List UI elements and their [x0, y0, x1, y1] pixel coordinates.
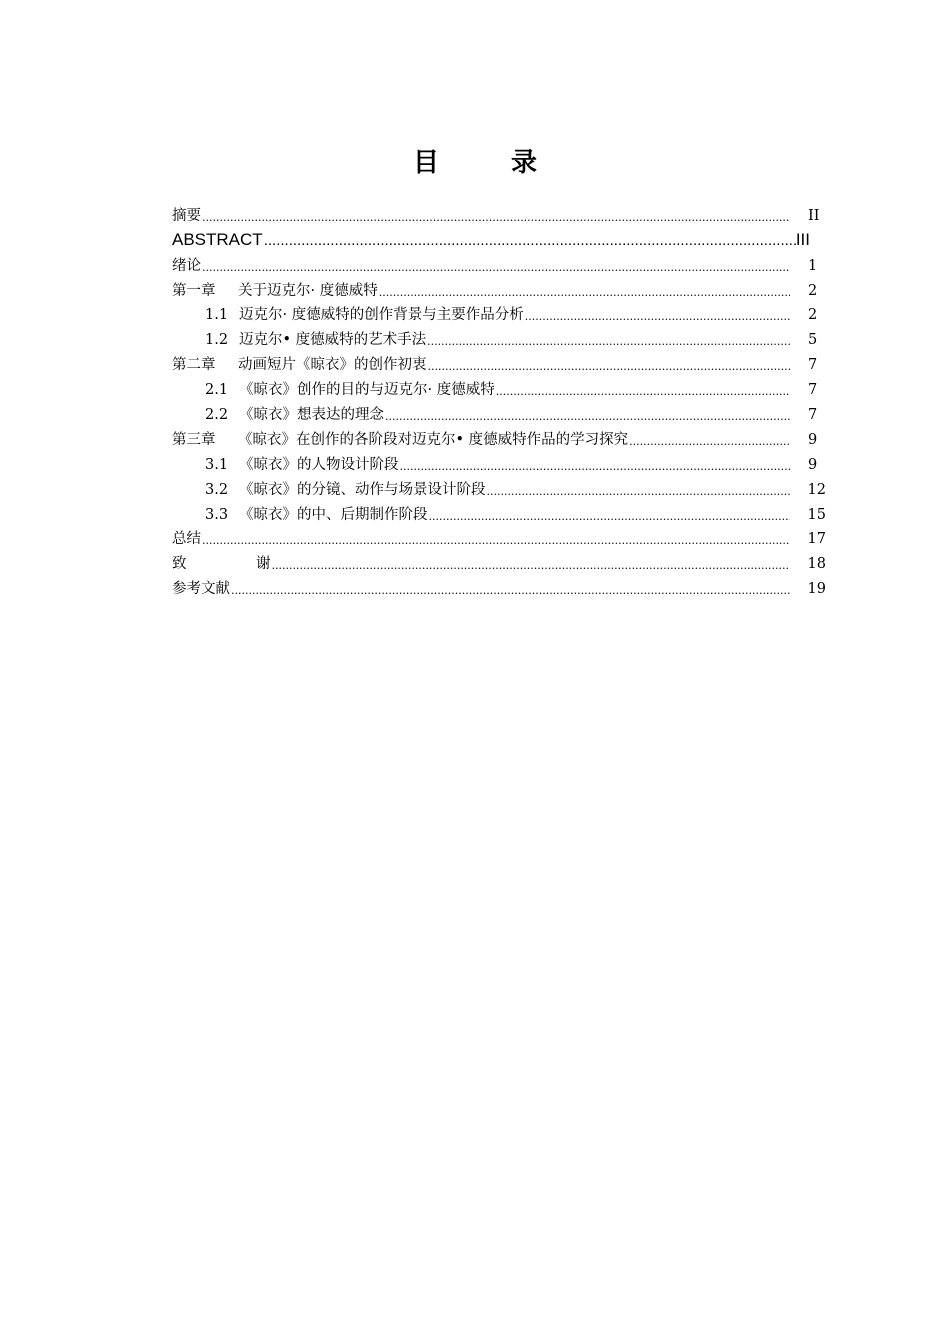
toc-entry-page: 7 [808, 382, 818, 399]
toc-entry-label [172, 331, 427, 349]
toc-entry-label: 参考文献 [172, 581, 230, 598]
toc-entry-label: 总结 [172, 531, 201, 548]
toc-leader-dots [264, 232, 796, 250]
toc-chapter-number: 第三章 [172, 431, 216, 448]
toc-thanks-right: 谢 [256, 556, 271, 573]
toc-leader-dots [428, 360, 791, 374]
toc-section-title: 《晾衣》创作的目的与迈克尔· 度德威特 [239, 382, 495, 399]
toc-thanks-left: 致 [172, 556, 187, 573]
toc-section-title: 迈克尔• 度德威特的艺术手法 [239, 332, 427, 349]
toc-entry-section-3-1[interactable] [172, 449, 826, 474]
toc-leader-dots [427, 335, 790, 349]
toc-entry-label [172, 431, 629, 449]
toc-entry-label: 摘要 [172, 207, 201, 224]
toc-entry-summary[interactable] [172, 524, 826, 549]
toc-chapter-title: 关于迈克尔· 度德威特 [238, 282, 378, 299]
toc-section-number: 1.1 [205, 307, 229, 324]
toc-entry-page: 5 [808, 332, 818, 349]
toc-section-number: 3.1 [205, 456, 229, 473]
toc-entry-section-3-2[interactable] [172, 474, 826, 499]
toc-leader-dots [487, 485, 790, 499]
toc-section-number: 2.2 [205, 407, 229, 424]
toc-entry-thanks[interactable] [172, 548, 826, 573]
toc-entry-label [172, 381, 496, 399]
toc-entry-page: II [808, 207, 820, 224]
toc-title-left: 目 [412, 148, 439, 178]
toc-leader-dots [400, 460, 791, 474]
toc-entry-page: 18 [807, 556, 826, 573]
toc-entry-references[interactable] [172, 573, 826, 598]
toc-leader-dots [202, 211, 790, 225]
toc-entry-label: 绪论 [172, 257, 201, 274]
toc-entry-label [172, 456, 400, 474]
toc-leader-dots [629, 435, 790, 449]
toc-section-title: 《晾衣》想表达的理念 [239, 407, 384, 424]
toc-section-title: 迈克尔· 度德威特的创作背景与主要作品分析 [239, 307, 524, 324]
toc-entry-label [172, 356, 428, 374]
toc-section-title: 《晾衣》的分镜、动作与场景设计阶段 [239, 481, 486, 498]
toc-entry-page: III [795, 229, 810, 249]
toc-leader-dots [379, 286, 790, 300]
toc-leader-dots [272, 559, 790, 573]
toc-entry-label [172, 282, 379, 300]
toc-section-number: 3.2 [205, 481, 229, 498]
toc-leader-dots [385, 410, 790, 424]
toc-entry-chapter-3[interactable] [172, 424, 826, 449]
toc-entry-section-2-2[interactable] [172, 399, 826, 424]
toc-leader-dots [496, 385, 790, 399]
toc-chapter-number: 第二章 [172, 357, 216, 374]
toc-entry-section-3-3[interactable] [172, 499, 826, 524]
toc-entry-page: 7 [808, 357, 818, 374]
toc-leader-dots [202, 261, 790, 275]
toc-leader-dots [231, 584, 790, 598]
toc-entry-label [172, 481, 487, 499]
toc-title [0, 142, 950, 179]
toc-entry-intro[interactable] [172, 250, 826, 275]
toc-entry-page: 1 [808, 257, 818, 274]
toc-section-number: 1.2 [205, 332, 229, 349]
toc-entry-page: 15 [807, 506, 826, 523]
toc-entry-page: 7 [808, 407, 818, 424]
toc-entry-page: 12 [807, 481, 826, 498]
toc-leader-dots [429, 510, 790, 524]
toc-entry-page: 19 [807, 581, 826, 598]
toc-entry-section-1-2[interactable] [172, 324, 826, 349]
toc-entry-page: 17 [807, 531, 826, 548]
toc-leader-dots [525, 310, 790, 324]
toc-chapter-title: 《晾衣》在创作的各阶段对迈克尔• 度德威特作品的学习探究 [238, 431, 629, 448]
toc-entry-abstract-cn[interactable] [172, 200, 826, 225]
toc-section-number: 2.1 [205, 382, 229, 399]
toc-section-title: 《晾衣》的中、后期制作阶段 [239, 506, 428, 523]
toc-entry-label [172, 555, 272, 573]
toc-entry-label [172, 406, 385, 424]
toc-entry-page: 9 [808, 456, 818, 473]
toc-section-title: 《晾衣》的人物设计阶段 [239, 456, 399, 473]
toc-entry-label [172, 506, 429, 524]
toc-entry-page: 2 [808, 307, 818, 324]
toc-entry-label: ABSTRACT [172, 229, 263, 249]
toc-entry-chapter-1[interactable] [172, 275, 826, 300]
toc-entry-label [172, 306, 525, 324]
toc-entry-section-2-1[interactable] [172, 374, 826, 399]
toc-chapter-title: 动画短片《晾衣》的创作初衷 [238, 357, 427, 374]
toc-leader-dots [202, 534, 790, 548]
toc-list [172, 200, 826, 598]
toc-entry-chapter-2[interactable] [172, 349, 826, 374]
toc-section-number: 3.3 [205, 506, 229, 523]
toc-chapter-number: 第一章 [172, 282, 216, 299]
toc-entry-page: 2 [808, 282, 818, 299]
toc-entry-section-1-1[interactable] [172, 300, 826, 325]
toc-title-right: 录 [511, 148, 538, 178]
toc-entry-abstract-en[interactable] [172, 225, 826, 250]
toc-entry-page: 9 [808, 431, 818, 448]
